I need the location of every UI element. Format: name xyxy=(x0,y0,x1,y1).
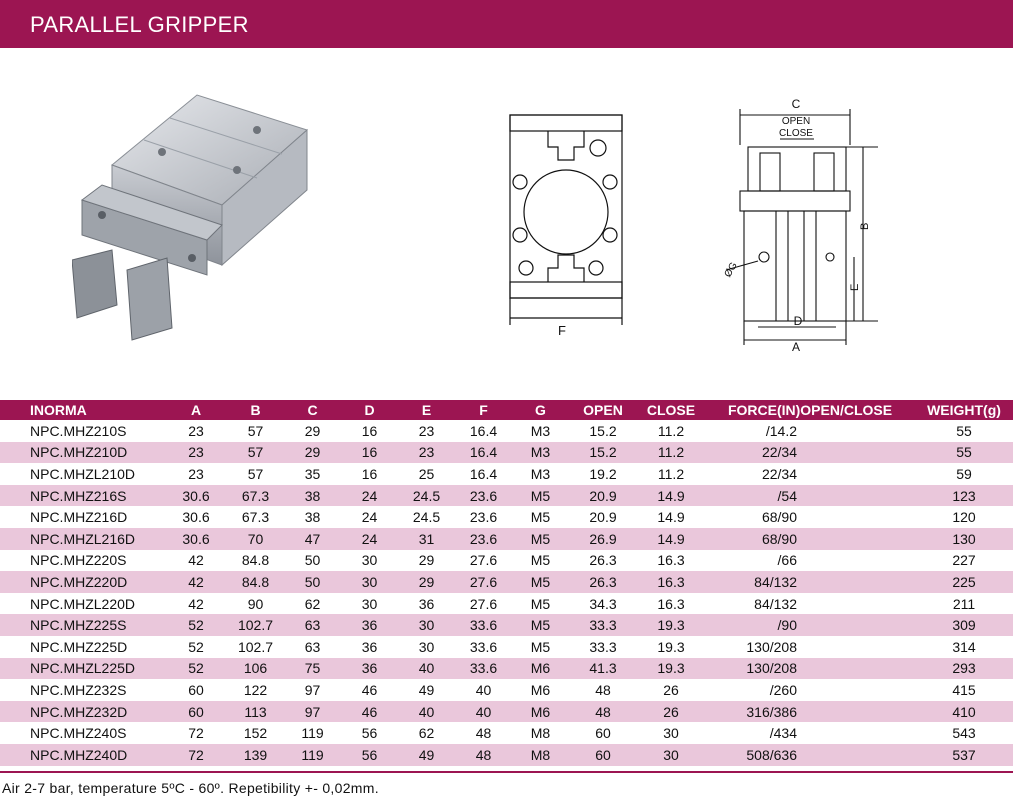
table-cell: 22/34 xyxy=(761,465,797,482)
table-cell: 26.3 xyxy=(569,571,637,593)
table-cell: 50 xyxy=(304,552,321,569)
table-cell: 59 xyxy=(956,465,972,482)
table-cell: 63 xyxy=(304,638,321,655)
column-header: A xyxy=(165,400,227,420)
table-cell: M5 xyxy=(512,485,569,507)
table-cell: M5 xyxy=(512,614,569,636)
table-cell: 90 xyxy=(247,595,264,612)
table-cell: 14.9 xyxy=(637,485,705,507)
table-cell: 130 xyxy=(915,528,1013,550)
table-cell: 14.9 xyxy=(637,528,705,550)
table-cell: 23 xyxy=(398,442,455,464)
table-cell: 14.9 xyxy=(657,509,685,526)
table-cell: 72 xyxy=(165,744,227,766)
table-cell: 316/386 xyxy=(705,701,915,723)
table-cell: 35 xyxy=(304,465,321,482)
table-cell: 33.3 xyxy=(589,638,617,655)
table-cell: 27.6 xyxy=(469,552,498,569)
table-cell: 27.6 xyxy=(455,571,512,593)
table-cell: NPC.MHZ220D xyxy=(0,571,165,593)
table-cell: 16 xyxy=(361,422,378,439)
table-cell: 102.7 xyxy=(227,614,284,636)
table-cell: 19.3 xyxy=(657,638,685,655)
table-cell: 48 xyxy=(595,681,611,698)
table-cell: 36 xyxy=(341,658,398,680)
table-cell: 130/208 xyxy=(746,638,797,655)
table-cell: NPC.MHZL225D xyxy=(0,658,165,680)
column-header: B xyxy=(227,400,284,420)
table-cell: NPC.MHZ216S xyxy=(0,485,165,507)
table-cell: M5 xyxy=(512,528,569,550)
table-cell: 29 xyxy=(284,442,341,464)
table-cell: 139 xyxy=(227,744,284,766)
table-cell: NPC.MHZ232S xyxy=(30,681,127,698)
table-cell: M3 xyxy=(512,442,569,464)
table-cell: 52 xyxy=(165,614,227,636)
table-cell: 46 xyxy=(361,681,378,698)
table-cell: 152 xyxy=(243,725,268,742)
table-cell: 23 xyxy=(418,422,435,439)
table-cell: 16.3 xyxy=(637,571,705,593)
table-cell: 49 xyxy=(398,744,455,766)
table-cell: 33.6 xyxy=(455,614,512,636)
table-cell: M6 xyxy=(512,658,569,680)
table-cell: M3 xyxy=(530,465,551,482)
column-header: WEIGHT(g) xyxy=(915,400,1013,420)
table-cell: 123 xyxy=(915,485,1013,507)
column-header: D xyxy=(341,400,398,420)
table-cell: 11.2 xyxy=(637,442,705,464)
table-cell: NPC.MHZ225D xyxy=(30,638,128,655)
table-cell: 42 xyxy=(165,571,227,593)
table-cell: 68/90 xyxy=(761,509,797,526)
table-cell: 84/132 xyxy=(754,595,797,612)
table-cell: 26 xyxy=(663,681,679,698)
table-cell: M3 xyxy=(530,422,551,439)
table-cell: 97 xyxy=(284,701,341,723)
side-view-drawing xyxy=(718,95,878,355)
table-cell: 106 xyxy=(227,658,284,680)
table-cell: 40 xyxy=(398,701,455,723)
table-cell: 30 xyxy=(398,614,455,636)
table-cell: 27.6 xyxy=(469,595,498,612)
table-cell: NPC.MHZ216D xyxy=(30,509,128,526)
table-cell: 20.9 xyxy=(569,485,637,507)
table-cell: 15.2 xyxy=(569,442,637,464)
table-cell: NPC.MHZ240D xyxy=(0,744,165,766)
table-cell: 62 xyxy=(304,595,321,612)
dimension-label-c: C xyxy=(791,97,801,111)
table-cell: /66 xyxy=(777,552,797,569)
table-cell: 60 xyxy=(569,744,637,766)
table-cell: 122 xyxy=(243,681,268,698)
table-cell: 72 xyxy=(188,725,204,742)
table-cell: 30.6 xyxy=(165,485,227,507)
table-cell: 23.6 xyxy=(455,485,512,507)
table-cell: 537 xyxy=(915,744,1013,766)
table-cell: 16.3 xyxy=(657,552,685,569)
table-cell: 211 xyxy=(952,595,976,612)
table-cell: 67.3 xyxy=(227,485,284,507)
table-cell: 57 xyxy=(247,465,264,482)
table-cell: /434 xyxy=(769,725,797,742)
table-cell: 48 xyxy=(455,744,512,766)
table-cell: 70 xyxy=(227,528,284,550)
table-row xyxy=(0,485,1013,507)
dimension-label-e: E xyxy=(849,283,861,291)
table-cell: 55 xyxy=(915,442,1013,464)
table-cell: 40 xyxy=(398,658,455,680)
table-row xyxy=(0,722,1013,744)
table-cell: 48 xyxy=(475,725,492,742)
table-cell: 102.7 xyxy=(237,638,274,655)
table-cell: /54 xyxy=(705,485,915,507)
table-cell: 23 xyxy=(188,422,204,439)
table-cell: 120 xyxy=(952,509,976,526)
table-cell: 63 xyxy=(284,614,341,636)
dimension-label-a: A xyxy=(791,340,801,354)
table-cell: M5 xyxy=(530,595,551,612)
table-cell: 60 xyxy=(165,701,227,723)
table-cell: 119 xyxy=(284,744,341,766)
table-cell: 29 xyxy=(398,571,455,593)
table-cell: 543 xyxy=(952,725,976,742)
table-cell: 19.2 xyxy=(589,465,617,482)
table-cell: NPC.MHZL216D xyxy=(0,528,165,550)
table-cell: 33.3 xyxy=(569,614,637,636)
table-row xyxy=(0,593,1013,615)
table-cell: 23 xyxy=(188,465,204,482)
bottom-divider xyxy=(0,771,1013,773)
table-cell: 31 xyxy=(398,528,455,550)
table-cell: 113 xyxy=(227,701,284,723)
table-row xyxy=(0,658,1013,680)
table-cell: 26.9 xyxy=(569,528,637,550)
table-cell: NPC.MHZ210D xyxy=(0,442,165,464)
table-cell: 130/208 xyxy=(705,658,915,680)
column-header: C xyxy=(284,400,341,420)
page-title: PARALLEL GRIPPER xyxy=(30,12,249,37)
dimension-label-close: CLOSE xyxy=(779,128,813,139)
column-header: INORMA xyxy=(0,400,165,420)
table-cell: 46 xyxy=(341,701,398,723)
table-cell: 30 xyxy=(637,744,705,766)
table-cell: NPC.MHZ210S xyxy=(30,422,127,439)
front-view-drawing xyxy=(490,100,640,345)
dimension-label-d: D xyxy=(793,314,803,328)
table-cell: 48 xyxy=(569,701,637,723)
table-cell: 22/34 xyxy=(705,442,915,464)
table-cell: M8 xyxy=(530,725,551,742)
table-row xyxy=(0,679,1013,701)
table-cell: 24 xyxy=(341,485,398,507)
table-cell: 40 xyxy=(455,701,512,723)
specifications-table xyxy=(0,400,1013,766)
table-cell: 30 xyxy=(418,638,435,655)
column-header: F xyxy=(455,400,512,420)
table-cell: 42 xyxy=(188,595,204,612)
table-cell: 314 xyxy=(952,638,976,655)
table-cell: NPC.MHZL210D xyxy=(30,465,136,482)
table-cell: 415 xyxy=(952,681,976,698)
table-row xyxy=(0,528,1013,550)
table-cell: 16 xyxy=(341,442,398,464)
table-cell: 24.5 xyxy=(412,509,441,526)
table-cell: 36 xyxy=(341,614,398,636)
table-row xyxy=(0,744,1013,766)
table-cell: 60 xyxy=(188,681,204,698)
table-cell: 24.5 xyxy=(398,485,455,507)
table-cell: 57 xyxy=(247,422,264,439)
table-cell: 23 xyxy=(165,442,227,464)
table-cell: 55 xyxy=(956,422,972,439)
gripper-photo xyxy=(72,90,320,345)
table-cell: 36 xyxy=(418,595,435,612)
table-cell: 26 xyxy=(637,701,705,723)
dimension-label-g: ØG xyxy=(722,260,740,280)
table-cell: 62 xyxy=(418,725,435,742)
table-cell: 26.3 xyxy=(589,552,617,569)
column-header: CLOSE xyxy=(637,400,705,420)
table-cell: 16.4 xyxy=(455,442,512,464)
table-cell: M6 xyxy=(530,681,551,698)
column-header: FORCE(IN)OPEN/CLOSE xyxy=(705,400,915,420)
table-cell: 67.3 xyxy=(241,509,270,526)
table-cell: 38 xyxy=(284,485,341,507)
table-cell: 49 xyxy=(418,681,435,698)
table-cell: M5 xyxy=(530,638,551,655)
table-cell: 56 xyxy=(361,725,378,742)
table-cell: 50 xyxy=(284,571,341,593)
table-cell: 11.2 xyxy=(657,422,685,439)
table-cell: 23.6 xyxy=(469,509,498,526)
table-cell: M5 xyxy=(530,509,551,526)
table-cell: 309 xyxy=(915,614,1013,636)
table-cell: 29 xyxy=(304,422,321,439)
table-row xyxy=(0,550,1013,572)
table-cell: 15.2 xyxy=(589,422,617,439)
table-cell: 24 xyxy=(361,509,378,526)
table-cell: 40 xyxy=(475,681,492,698)
table-cell: 410 xyxy=(915,701,1013,723)
table-cell: 41.3 xyxy=(569,658,637,680)
table-cell: 119 xyxy=(301,725,324,742)
table-cell: 36 xyxy=(361,638,378,655)
table-cell: NPC.MHZ232D xyxy=(0,701,165,723)
table-cell: 33.6 xyxy=(455,658,512,680)
table-cell: 84.8 xyxy=(227,571,284,593)
table-cell: 225 xyxy=(915,571,1013,593)
table-cell: 30 xyxy=(341,571,398,593)
table-cell: 33.6 xyxy=(469,638,498,655)
dimension-label-f: F xyxy=(558,323,566,338)
table-cell: 56 xyxy=(341,744,398,766)
table-row xyxy=(0,636,1013,658)
table-cell: 25 xyxy=(418,465,435,482)
table-header-row xyxy=(0,400,1013,420)
table-cell: 23.6 xyxy=(455,528,512,550)
table-cell: /260 xyxy=(769,681,797,698)
table-cell: 19.3 xyxy=(637,614,705,636)
table-cell: NPC.MHZ240S xyxy=(30,725,127,742)
table-cell: NPC.MHZL220D xyxy=(30,595,136,612)
title-bar xyxy=(0,0,1013,48)
table-cell: 57 xyxy=(227,442,284,464)
table-cell: 30 xyxy=(361,552,378,569)
table-cell: 30.6 xyxy=(182,509,210,526)
table-cell: 16.3 xyxy=(657,595,685,612)
table-cell: 293 xyxy=(915,658,1013,680)
table-row xyxy=(0,442,1013,464)
table-row xyxy=(0,420,1013,442)
table-cell: /90 xyxy=(705,614,915,636)
footnote: Air 2-7 bar, temperature 5ºC - 60º. Repetibility +- 0,02mm. xyxy=(2,780,379,796)
table-cell: 20.9 xyxy=(589,509,617,526)
table-cell: 60 xyxy=(595,725,611,742)
table-cell: M6 xyxy=(512,701,569,723)
table-cell: 52 xyxy=(165,658,227,680)
table-cell: 30.6 xyxy=(165,528,227,550)
table-row xyxy=(0,614,1013,636)
table-cell: 38 xyxy=(304,509,321,526)
table-cell: 84.8 xyxy=(241,552,270,569)
table-cell: 16.4 xyxy=(469,465,498,482)
table-cell: 52 xyxy=(188,638,204,655)
table-cell: 19.3 xyxy=(637,658,705,680)
table-cell: 11.2 xyxy=(657,465,685,482)
table-row xyxy=(0,571,1013,593)
dimension-label-b: B xyxy=(859,222,871,230)
table-cell: 75 xyxy=(284,658,341,680)
table-cell: 508/636 xyxy=(705,744,915,766)
table-cell: 30 xyxy=(361,595,378,612)
table-cell: 84/132 xyxy=(705,571,915,593)
table-row xyxy=(0,701,1013,723)
table-cell: /14.2 xyxy=(765,422,797,439)
table-cell: NPC.MHZ225S xyxy=(0,614,165,636)
table-row xyxy=(0,463,1013,485)
table-cell: 24 xyxy=(341,528,398,550)
table-cell: 30 xyxy=(663,725,679,742)
column-header: E xyxy=(398,400,455,420)
table-cell: 97 xyxy=(304,681,321,698)
table-cell: 42 xyxy=(188,552,204,569)
table-cell: 68/90 xyxy=(705,528,915,550)
table-cell: 16.4 xyxy=(469,422,498,439)
table-cell: 29 xyxy=(418,552,435,569)
table-cell: M5 xyxy=(530,552,551,569)
table-cell: 227 xyxy=(952,552,976,569)
column-header: OPEN xyxy=(569,400,637,420)
dimension-label-open: OPEN xyxy=(781,116,811,127)
table-cell: 34.3 xyxy=(589,595,617,612)
table-cell: 16 xyxy=(361,465,378,482)
table-cell: M8 xyxy=(512,744,569,766)
table-row xyxy=(0,506,1013,528)
column-header: G xyxy=(512,400,569,420)
table-cell: NPC.MHZ220S xyxy=(30,552,127,569)
table-cell: M5 xyxy=(512,571,569,593)
table-cell: 47 xyxy=(284,528,341,550)
